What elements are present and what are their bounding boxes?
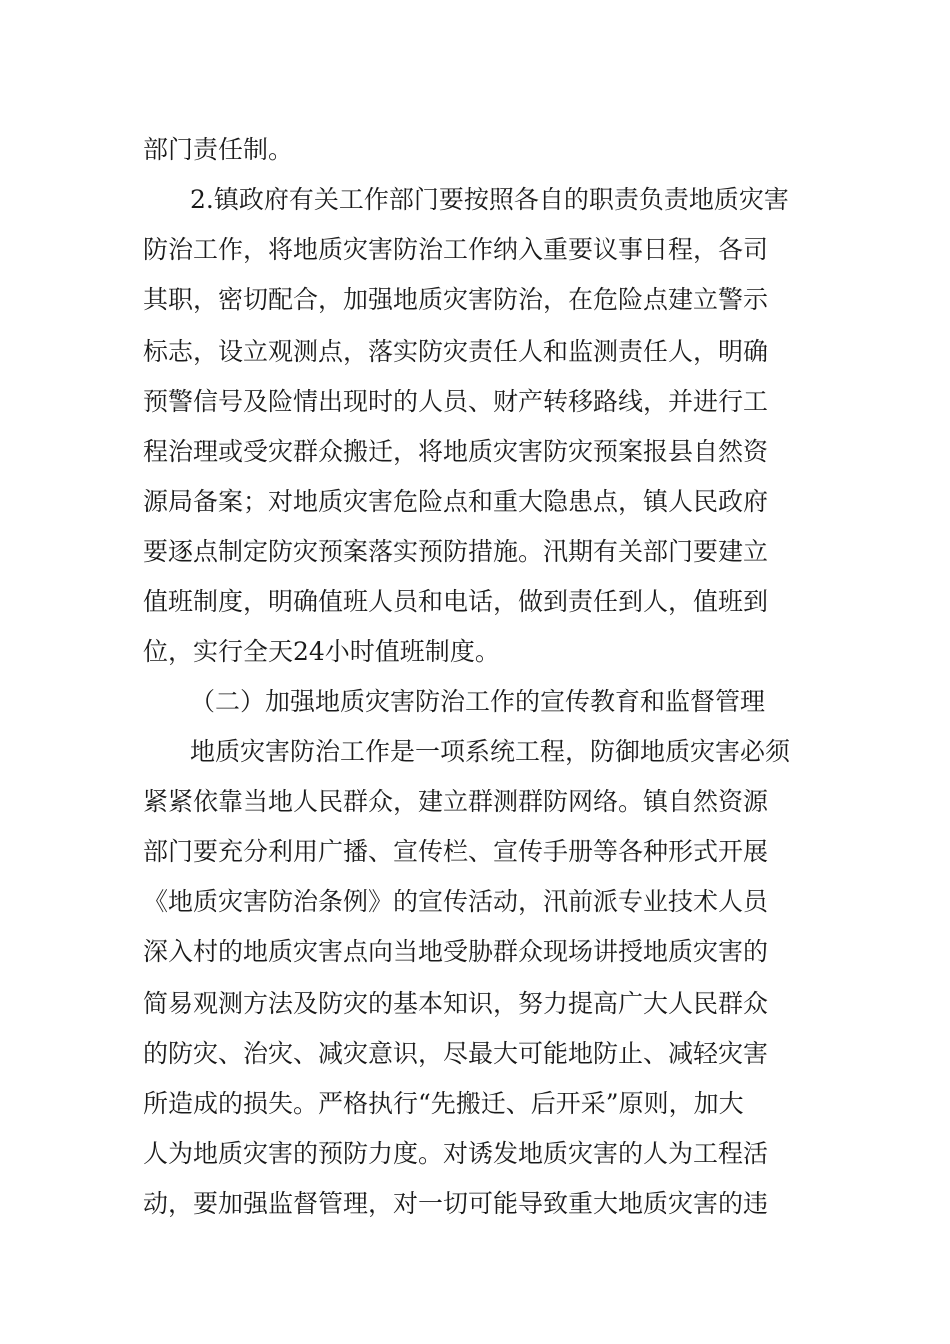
text-line-5: 标志，设立观测点，落实防灾责任人和监测责任人，明确 bbox=[143, 337, 769, 366]
text-line-15: 部门要充分利用广播、宣传栏、宣传手册等各种形式开展 bbox=[143, 837, 769, 866]
text-line-18: 简易观测方法及防灾的基本知识，努力提高广大人民群众 bbox=[143, 989, 769, 1018]
section-heading: （二）加强地质灾害防治工作的宣传教育和监督管理 bbox=[190, 687, 766, 716]
text-line-1: 部门责任制。 bbox=[143, 135, 294, 164]
text-line-10: 值班制度，明确值班人员和电话，做到责任到人，值班到 bbox=[143, 587, 769, 616]
text-line-6: 预警信号及险情出现时的人员、财产转移路线，并进行工 bbox=[143, 387, 769, 416]
text-line-19: 的防灾、治灾、减灾意识，尽最大可能地防止、减轻灾害 bbox=[143, 1039, 769, 1068]
text-line-4: 其职，密切配合，加强地质灾害防治，在危险点建立警示 bbox=[143, 285, 769, 314]
text-line-7: 程治理或受灾群众搬迁，将地质灾害防灾预案报县自然资 bbox=[143, 437, 769, 466]
text-line-21: 人为地质灾害的预防力度。对诱发地质灾害的人为工程活 bbox=[143, 1139, 769, 1168]
text-line-9: 要逐点制定防灾预案落实预防措施。汛期有关部门要建立 bbox=[143, 537, 769, 566]
text-line-11: 位，实行全天24小时值班制度。 bbox=[143, 637, 500, 666]
text-line-14: 紧紧依靠当地人民群众，建立群测群防网络。镇自然资源 bbox=[143, 787, 769, 816]
text-line-3: 防治工作，将地质灾害防治工作纳入重要议事日程，各司 bbox=[143, 235, 769, 264]
text-line-22: 动，要加强监督管理，对一切可能导致重大地质灾害的违 bbox=[143, 1189, 769, 1218]
text-line-13: 地质灾害防治工作是一项系统工程，防御地质灾害必须 bbox=[190, 737, 791, 766]
text-line-16: 《地质灾害防治条例》的宣传活动，汛前派专业技术人员 bbox=[143, 887, 769, 916]
text-line-20: 所造成的损失。严格执行“先搬迁、后开采”原则，加大 bbox=[143, 1089, 744, 1118]
text-line-2: 2.镇政府有关工作部门要按照各自的职责负责地质灾害 bbox=[190, 185, 789, 214]
text-line-17: 深入村的地质灾害点向当地受胁群众现场讲授地质灾害的 bbox=[143, 937, 769, 966]
text-line-8: 源局备案；对地质灾害危险点和重大隐患点，镇人民政府 bbox=[143, 487, 769, 516]
